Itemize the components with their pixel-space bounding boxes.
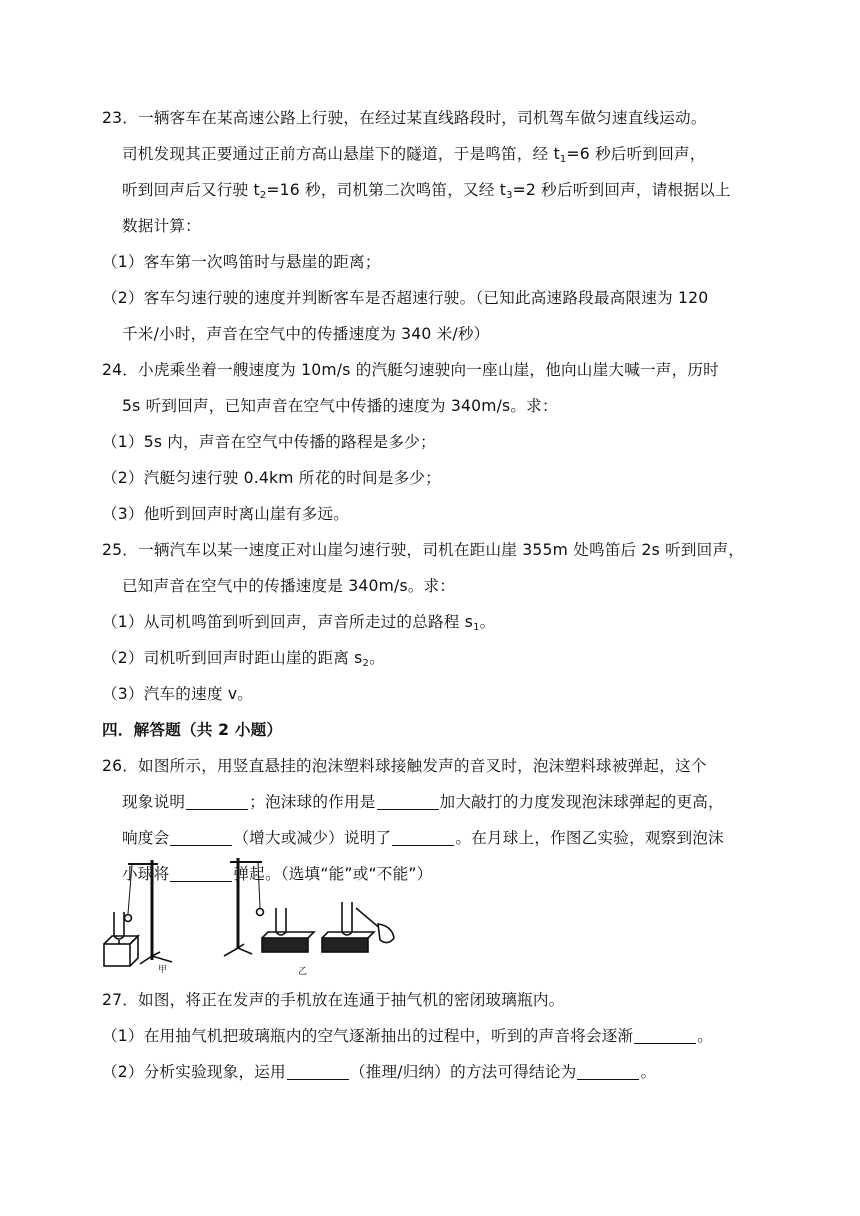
q23-line-4: 数据计算： [122, 217, 201, 235]
q24-line-2: 5s 听到回声，已知声音在空气中传播的速度为 340m/s。求： [122, 397, 558, 415]
q25-part-1: （1）从司机鸣笛到听到回声，声音所走过的总路程 $s_1$。 [102, 613, 496, 633]
answer-blank[interactable] [377, 793, 439, 810]
q23-line-2: 司机发现其正要通过正前方高山悬崖下的隧道，于是鸣笛，经 $t_1=6$ 秒后听到回声， [122, 145, 706, 165]
q26-line-3: 响度会 （增大或减少）说明了 。在月球上，作图乙实验，观察到泡沫 [122, 829, 724, 847]
answer-blank[interactable] [186, 793, 248, 810]
figure-label-yi: 乙 [298, 967, 308, 976]
tuning-fork-figure [100, 852, 400, 976]
q24-part-2: （2）汽艇匀速行驶 0.4km 所花的时间是多少； [102, 469, 441, 487]
section-title: 四．解答题（共 2 小题） [102, 721, 283, 739]
answer-blank[interactable] [392, 829, 454, 846]
q23-line-3: 听到回声后又行驶 $t_2=16$ 秒，司机第二次鸣笛，又经 $t_3=2$ 秒后听到回声，请根据以上 [122, 181, 731, 201]
q24-line-1: 24．小虎乘坐着一艘速度为 10m/s 的汽艇匀速驶向一座山崖，他向山崖大喊一声，历时 [102, 361, 719, 379]
answer-blank[interactable] [170, 829, 232, 846]
q26-line-1: 26．如图所示，用竖直悬挂的泡沫塑料球接触发声的音叉时，泡沫塑料球被弹起，这个 [102, 757, 707, 775]
q27-part-2: （2）分析实验现象，运用 （推理/归纳）的方法可得结论为 。 [102, 1063, 657, 1081]
q26-line-4: 小球将 弹起。（选填“能”或“不能”） [122, 865, 433, 883]
q25-part-3: （3）汽车的速度 v。 [102, 685, 254, 703]
q23-line-1: 23．一辆客车在某高速公路上行驶，在经过某直线路段时，司机驾车做匀速直线运动。 [102, 109, 707, 127]
q25-line-1: 25．一辆汽车以某一速度正对山崖匀速行驶，司机在距山崖 355m 处鸣笛后 2s 听到回声， [102, 541, 745, 559]
q25-line-2: 已知声音在空气中的传播速度是 340m/s。求： [122, 577, 456, 595]
q26-line-2: 现象说明 ；泡沫球的作用是 加大敲打的力度发现泡沫球弹起的更高， [122, 793, 724, 811]
q27-part-1: （1）在用抽气机把玻璃瓶内的空气逐渐抽出的过程中，听到的声音将会逐渐 。 [102, 1027, 714, 1045]
figure-label-jia: 甲 [158, 965, 168, 975]
q24-part-3: （3）他听到回声时离山崖有多远。 [102, 505, 350, 523]
q23-part-1: （1）客车第一次鸣笛时与悬崖的距离； [102, 253, 381, 271]
answer-blank[interactable] [287, 1063, 349, 1080]
q25-part-2: （2）司机听到回声时距山崖的距离 $s_2$。 [102, 649, 385, 669]
q27-line-1: 27．如图，将正在发声的手机放在连通于抽气机的密闭玻璃瓶内。 [102, 991, 565, 1009]
answer-blank[interactable] [577, 1063, 639, 1080]
answer-blank[interactable] [634, 1027, 696, 1044]
q24-part-1: （1）5s 内，声音在空气中传播的路程是多少； [102, 433, 436, 451]
q23-part-2: （2）客车匀速行驶的速度并判断客车是否超速行驶。（已知此高速路段最高限速为 120 [102, 289, 709, 307]
q23-part-2-cont: 千米/小时，声音在空气中的传播速度为 340 米/秒） [122, 325, 490, 343]
